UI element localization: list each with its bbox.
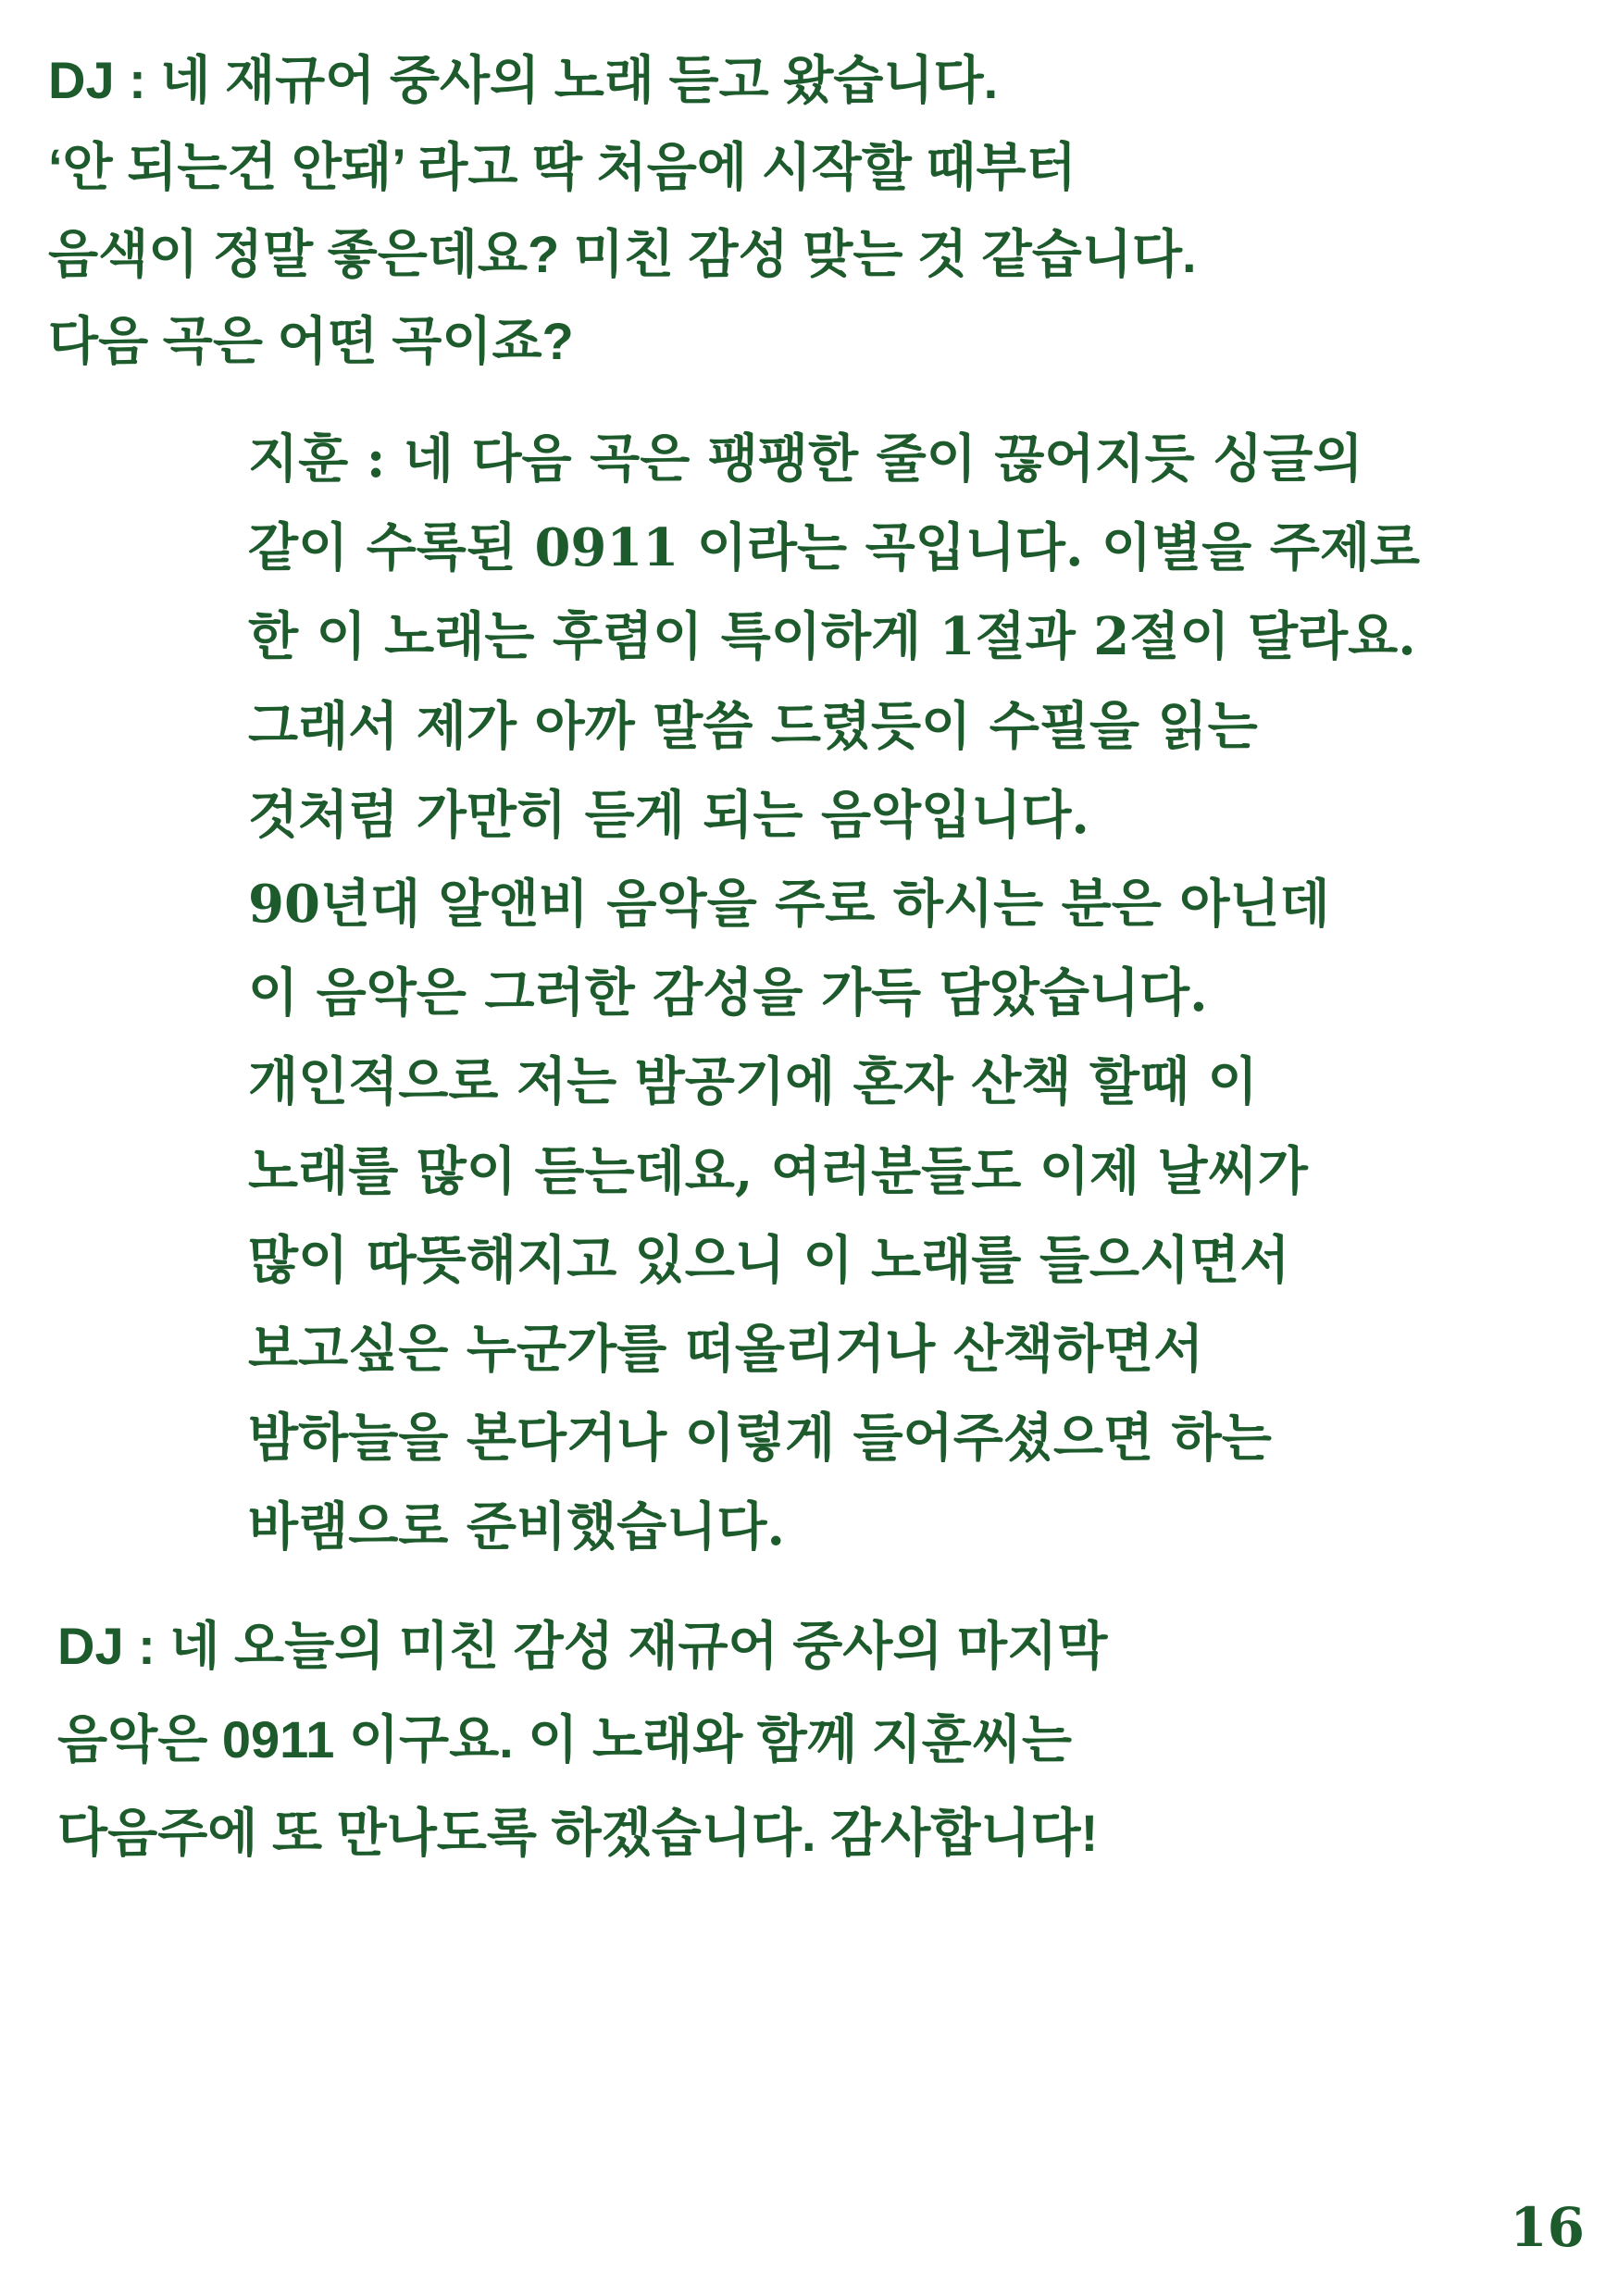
jihoon-answer-paragraph: [248, 415, 1420, 1572]
jihoon-answer-line: 것처럼 가만히 듣게 되는 음악입니다.: [248, 784, 1089, 846]
jihoon-answer-line: 노래를 많이 듣는데요, 여러분들도 이제 날씨가: [248, 1140, 1308, 1202]
dj-outro-paragraph: [57, 1599, 1107, 1880]
dj-intro-paragraph: [48, 37, 1197, 385]
dj-intro-line: 다음 곡은 어떤 곡이죠?: [48, 312, 574, 370]
jihoon-answer-line: 많이 따뜻해지고 있으니 이 노래를 들으시면서: [248, 1229, 1290, 1291]
jihoon-answer-line: 보고싶은 누군가를 떠올리거나 산책하면서: [248, 1319, 1204, 1381]
jihoon-answer-line: 개인적으로 저는 밤공기에 혼자 산책 할때 이: [248, 1051, 1258, 1113]
jihoon-answer-line: 이 음악은 그러한 감성을 가득 담았습니다.: [248, 962, 1208, 1024]
jihoon-answer-line: 같이 수록된 0911 이라는 곡입니다. 이별을 주제로: [248, 517, 1421, 579]
jihoon-answer-line: 밤하늘을 본다거나 이렇게 들어주셨으면 하는: [248, 1408, 1272, 1470]
dj-outro-line: DJ : 네 오늘의 미친 감성 재규어 중사의 마지막: [57, 1617, 1108, 1675]
dj-intro-line: 음색이 정말 좋은데요? 미친 감성 맞는 것 같습니다.: [48, 225, 1197, 283]
jihoon-answer-line: 90년대 알앤비 음악을 주로 하시는 분은 아닌데: [248, 874, 1330, 936]
jihoon-answer-line: 바램으로 준비했습니다.: [248, 1496, 785, 1558]
dj-intro-line: ‘안 되는건 안돼’ 라고 딱 처음에 시작할 때부터: [48, 138, 1077, 196]
jihoon-answer-line: 지훈 : 네 다음 곡은 팽팽한 줄이 끊어지듯 싱글의: [248, 428, 1363, 490]
dj-intro-line: DJ : 네 재규어 중사의 노래 듣고 왔습니다.: [48, 51, 999, 109]
jihoon-answer-line: 그래서 제가 아까 말씀 드렸듯이 수필을 읽는: [248, 695, 1258, 757]
jihoon-answer-line: 한 이 노래는 후렴이 특이하게 1절과 2절이 달라요.: [248, 606, 1416, 668]
dj-outro-line: 다음주에 또 만나도록 하겠습니다. 감사합니다!: [57, 1804, 1099, 1862]
page-number: 16: [1510, 2196, 1585, 2259]
dj-outro-line: 음악은 0911 이구요. 이 노래와 함께 지훈씨는: [57, 1710, 1072, 1769]
